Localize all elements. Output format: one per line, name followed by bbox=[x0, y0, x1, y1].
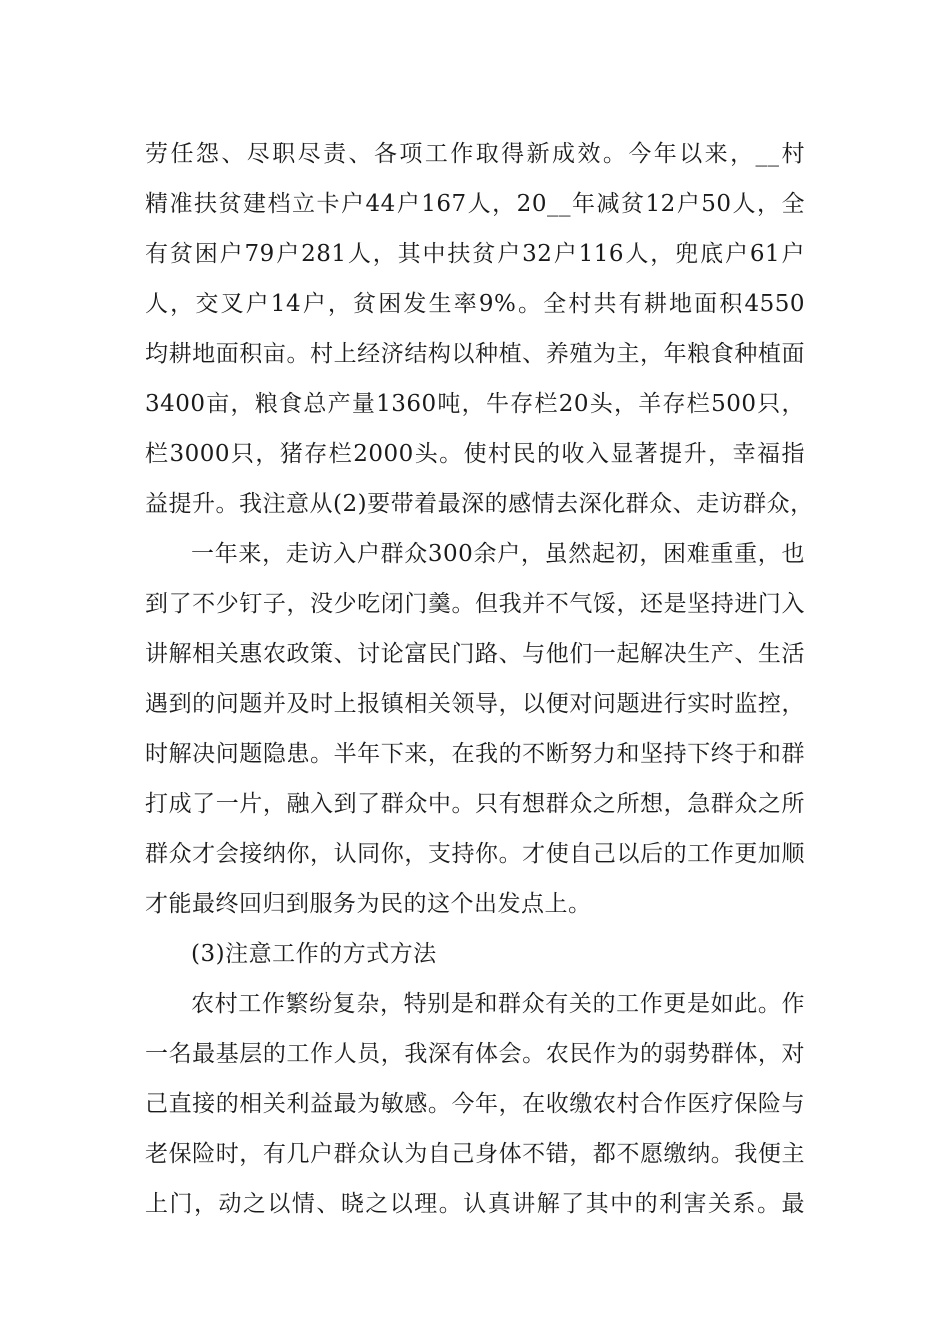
paragraph-line: 老保险时，有几户群众认为自己身体不错，都不愿缴纳。我便主 bbox=[145, 1141, 805, 1167]
paragraph-line: 均耕地面积亩。村上经济结构以种植、养殖为主，年粮食种植面 bbox=[145, 341, 805, 367]
paragraph-line: 打成了一片，融入到了群众中。只有想群众之所想，急群众之所 bbox=[145, 791, 805, 817]
paragraph-line: 群众才会接纳你，认同你，支持你。才使自己以后的工作更加顺 bbox=[145, 841, 805, 867]
paragraph-line: 己直接的相关利益最为敏感。今年，在收缴农村合作医疗保险与 bbox=[145, 1091, 805, 1117]
paragraph-line: 时解决问题隐患。半年下来，在我的不断努力和坚持下终于和群 bbox=[145, 741, 805, 767]
document-body bbox=[145, 129, 814, 1229]
paragraph-line: (3)注意工作的方式方法 bbox=[191, 941, 437, 967]
paragraph-line: 人，交叉户14户，贫困发生率9%。全村共有耕地面积4550 bbox=[145, 291, 805, 317]
paragraph-line: 3400亩，粮食总产量1360吨，牛存栏20头，羊存栏500只， bbox=[145, 391, 805, 417]
paragraph-line: 一年来，走访入户群众300余户，虽然起初，困难重重，也 bbox=[191, 541, 805, 567]
paragraph-line: 劳任怨、尽职尽责、各项工作取得新成效。今年以来，__村 bbox=[145, 141, 805, 167]
paragraph-line: 农村工作繁纷复杂，特别是和群众有关的工作更是如此。作 bbox=[191, 991, 805, 1017]
paragraph-line: 有贫困户79户281人，其中扶贫户32户116人，兜底户61户 bbox=[145, 241, 805, 267]
paragraph-line: 栏3000只，猪存栏2000头。使村民的收入显著提升，幸福指 bbox=[145, 441, 805, 467]
paragraph-line: 到了不少钉子，没少吃闭门羹。但我并不气馁，还是坚持进门入 bbox=[145, 591, 805, 617]
paragraph-line: 讲解相关惠农政策、讨论富民门路、与他们一起解决生产、生活 bbox=[145, 641, 805, 667]
paragraph-line: 遇到的问题并及时上报镇相关领导，以便对问题进行实时监控， bbox=[145, 691, 805, 717]
paragraph-line: 才能最终回归到服务为民的这个出发点上。 bbox=[145, 891, 592, 917]
paragraph-line: 一名最基层的工作人员，我深有体会。农民作为的弱势群体，对 bbox=[145, 1041, 805, 1067]
paragraph-line: 精准扶贫建档立卡户44户167人，20__年减贫12户50人，全 bbox=[145, 191, 805, 217]
paragraph-line: 上门，动之以情、晓之以理。认真讲解了其中的利害关系。最 bbox=[145, 1191, 805, 1217]
paragraph-line: 益提升。我注意从(2)要带着最深的感情去深化群众、走访群众， bbox=[145, 491, 814, 517]
